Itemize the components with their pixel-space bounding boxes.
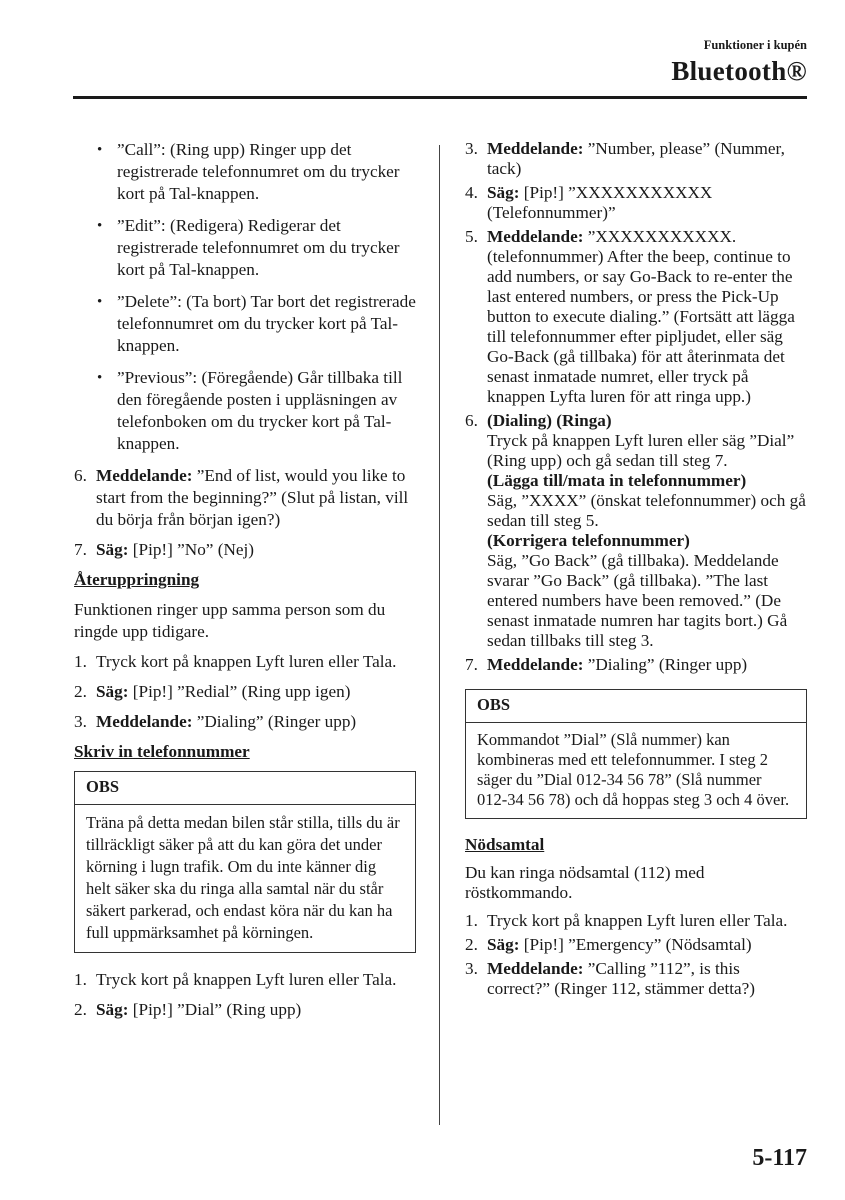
step-number: 4. (465, 183, 478, 202)
emergency-heading: Nödsamtal (465, 835, 545, 854)
step-item (465, 227, 807, 407)
step-option-text: Tryck på knappen Lyft luren eller säg ”Dial” (Ring upp) och gå sedan till steg 7. (487, 431, 795, 470)
emergency-intro: Du kan ringa nödsamtal (112) med röstkommando. (465, 863, 705, 902)
obs-note-box (465, 689, 807, 819)
step-number: 1. (74, 652, 87, 671)
step-item (74, 969, 416, 991)
enter-number-steps-continued (465, 139, 807, 675)
step-label: Säg: (487, 183, 520, 202)
redial-steps (74, 651, 416, 733)
step-text: [Pip!] ”XXXXXXXXXXX (Telefonnummer)” (487, 183, 713, 222)
emergency-steps (465, 911, 807, 999)
redial-intro: Funktionen ringer upp samma person som du ringde upp tidigare. (74, 600, 386, 641)
right-column (465, 139, 807, 1003)
step-label: Säg: (96, 1000, 129, 1019)
step-item (74, 539, 416, 561)
step-label: Säg: (96, 540, 129, 559)
step-text: ”Dialing” (Ringer upp) (192, 712, 357, 731)
step-label: Meddelande: (487, 655, 584, 674)
step-item (465, 911, 807, 931)
step-number: 5. (465, 227, 478, 246)
step-item (465, 411, 807, 651)
step-option-label: (Dialing) (Ringa) (487, 411, 612, 430)
step-number: 7. (465, 655, 478, 674)
step-text: ”Calling ”112”, is this correct?” (Ringer 112, stämmer detta?) (487, 959, 756, 998)
step-number: 3. (465, 139, 478, 158)
step-text: [Pip!] ”Redial” (Ring upp igen) (128, 682, 351, 701)
step-option-label: (Lägga till/mata in telefonnummer) (487, 471, 747, 490)
step-text: ”XXXXXXXXXXX. (telefonnummer) After the beep, continue to add numbers, or say Go-Back to re-enter the last entered numbers, or press the Pick-Up button to execute dialing.” (Fortsätt att lägga till telefonnummer efter pipljudet, eller säg Go-Back (gå tillbaka) för att återinmata det senast inmatade numret, eller tryck på knappen Lyfta luren för att ringa upp.) (487, 227, 795, 406)
step-item (74, 711, 416, 733)
step-item (465, 935, 807, 955)
obs-title: OBS (466, 690, 806, 723)
step-text: [Pip!] ”Dial” (Ring upp) (128, 1000, 302, 1019)
step-option-text: Säg, ”Go Back” (gå tillbaka). Meddelande svarar ”Go Back” (gå tillbaka). ”The last entered numbers have been removed.” (De senast inmatade numren har tagits bort.) Gå sedan tillbaks till steg 3. (487, 551, 788, 650)
header-rule (73, 96, 807, 99)
obs-body: Träna på detta medan bilen står stilla, tills du är tillräckligt säker på att du kan göra det under körning i lugn trafik. Om du inte känner dig helt säker ska du ringa alla samtal när du står säkert parkerad, och endast köra när du kan ha full uppmärksamhet på körningen. (86, 813, 400, 942)
step-option-text: Säg, ”XXXX” (önskat telefonnummer) och gå sedan till steg 5. (487, 491, 806, 530)
obs-body: Kommandot ”Dial” (Slå nummer) kan kombineras med ett telefonnummer. I steg 2 säger du ”Dial 012-34 56 78” (Slå nummer 012-34 56 78) och då hoppas steg 3 och 4 över. (477, 730, 790, 809)
phonebook-steps (74, 465, 416, 561)
step-item (74, 999, 416, 1021)
step-item (465, 183, 807, 223)
step-item (74, 681, 416, 703)
step-number: 1. (74, 970, 87, 989)
step-number: 2. (74, 1000, 87, 1019)
obs-title: OBS (75, 772, 415, 805)
step-item (74, 651, 416, 673)
step-text: [Pip!] ”Emergency” (Nödsamtal) (519, 935, 752, 954)
step-label: Meddelande: (487, 227, 584, 246)
page-title: Bluetooth® (671, 56, 807, 86)
step-label: Meddelande: (487, 959, 584, 978)
step-number: 6. (74, 466, 87, 485)
step-text: [Pip!] ”No” (Nej) (128, 540, 255, 559)
step-number: 2. (74, 682, 87, 701)
step-number: 1. (465, 911, 478, 930)
bullet-item: • ”Delete”: (Ta bort) Tar bort det registrerade telefonnumret om du trycker kort på Tal-knappen. (95, 291, 416, 357)
step-text: ”Dialing” (Ringer upp) (583, 655, 748, 674)
step-text: Tryck kort på knappen Lyft luren eller Tala. (96, 970, 397, 989)
column-divider (439, 145, 440, 1125)
page-number: 5-117 (752, 1145, 807, 1171)
step-number: 2. (465, 935, 478, 954)
step-label: Säg: (96, 682, 129, 701)
step-label: Meddelande: (96, 466, 193, 485)
bullet-item: • ”Edit”: (Redigera) Redigerar det registrerade telefonnumret om du trycker kort på Tal-knappen. (95, 215, 416, 281)
step-number: 3. (74, 712, 87, 731)
redial-heading: Återuppringning (74, 570, 200, 589)
step-label: Meddelande: (96, 712, 193, 731)
step-text: ”End of list, would you like to start from the beginning?” (Slut på listan, vill du börja från början igen?) (96, 466, 409, 529)
bullet-item: • ”Call”: (Ring upp) Ringer upp det registrerade telefonnumret om du trycker kort på Tal-knappen. (95, 139, 416, 205)
step-number: 3. (465, 959, 478, 978)
step-item (74, 465, 416, 531)
obs-note-box (74, 771, 416, 953)
step-option-label: (Korrigera telefonnummer) (487, 531, 690, 550)
step-label: Meddelande: (487, 139, 584, 158)
left-column (74, 139, 416, 1029)
step-text: Tryck kort på knappen Lyft luren eller Tala. (487, 911, 788, 930)
step-number: 7. (74, 540, 87, 559)
step-label: Säg: (487, 935, 520, 954)
step-text: Tryck kort på knappen Lyft luren eller Tala. (96, 652, 397, 671)
bullet-item: • ”Previous”: (Föregående) Går tillbaka till den föregående posten i uppläsningen av telefonboken om du trycker kort på Tal-knappen. (95, 367, 416, 455)
header-section-label: Funktioner i kupén (703, 38, 807, 52)
step-item (465, 655, 807, 675)
step-text: ”Number, please” (Nummer, tack) (487, 139, 785, 178)
command-bullet-list (95, 139, 416, 455)
step-item (465, 139, 807, 179)
step-number: 6. (465, 411, 478, 430)
enter-number-heading: Skriv in telefonnummer (74, 742, 250, 761)
enter-number-steps (74, 969, 416, 1021)
step-item (465, 959, 807, 999)
